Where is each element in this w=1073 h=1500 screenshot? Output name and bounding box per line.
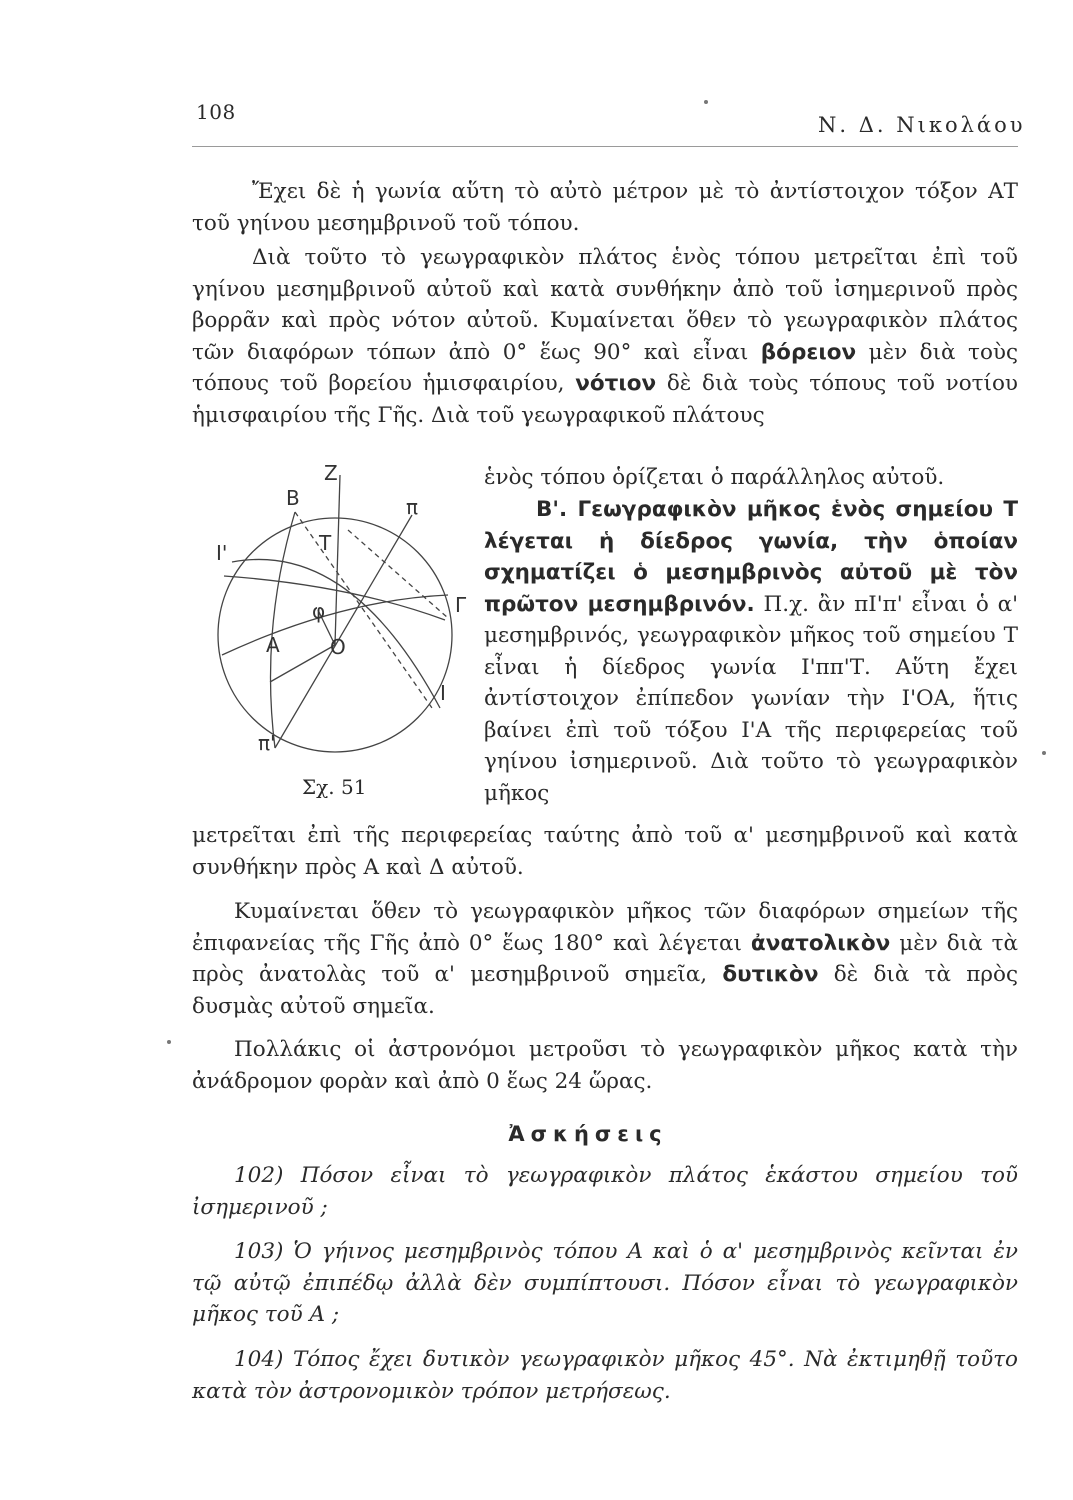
paragraph-2-text-b: μὲν διὰ τοὺς τόπους τοῦ βορείου ἡμισφαιρίου,: [192, 339, 1019, 396]
label-a: A: [266, 633, 280, 657]
paragraph-1: [192, 176, 1018, 239]
label-z: Z: [324, 461, 338, 485]
paragraph-3-full-text: μετρεῖται ἐπὶ τῆς περιφερείας ταύτης ἀπὸ τοῦ α' μεσημβρινοῦ καὶ κατὰ συνθήκην πρὸς Α καὶ Δ αὐτοῦ.: [192, 823, 1018, 880]
ink-speck: [704, 100, 708, 104]
paragraph-2-text-d: ἑνὸς τόπου ὁρίζεται ὁ παράλληλος αὐτοῦ.: [484, 465, 945, 490]
paragraph-2-text-a: Διὰ τοῦτο τὸ γεωγραφικὸν πλάτος ἑνὸς τόπου μετρεῖται ἐπὶ τοῦ γηίνου μεσημβρινοῦ αὐτοῦ καὶ κατὰ συνθήκην ἀπὸ τοῦ ἰσημερινοῦ πρὸς βορρᾶν καὶ πρὸς νότον αὐτοῦ. Κυμαίνεται ὅθεν τὸ γεωγραφικὸν πλάτος τῶν διαφόρων τόπων ἀπὸ 0° ἕως 90° καὶ εἶναι: [192, 245, 1018, 365]
label-phi: φ: [312, 599, 326, 623]
paragraph-4-text-b: μὲν διὰ τὰ πρὸς ἀνατολὰς τοῦ α' μεσημβρινοῦ σημεῖα,: [192, 930, 1019, 987]
paragraph-3: [484, 494, 1018, 809]
axis-z: [335, 475, 340, 645]
exercise-104-text: 104) Τόπος ἔχει δυτικὸν γεωγραφικὸν μῆκος 45°. Νὰ ἐκτιμηθῇ τοῦτο κατὰ τὸν ἀστρονομικὸν τρόπον μετρήσεως.: [192, 1347, 1018, 1404]
exercise-103: [192, 1236, 1018, 1331]
exercises-heading: Ἀσκήσεις: [508, 1122, 668, 1146]
ink-speck: [1042, 751, 1046, 755]
definition-longitude: Β'. Γεωγραφικὸν μῆκος ἑνὸς σημείου Τ λέγεται ἡ δίεδρος γωνία, τὴν ὁποίαν σχηματίζει ὁ μεσημβρινὸς αὐτοῦ μὲ τὸν πρῶτον μεσημβρινόν.: [484, 497, 1018, 617]
running-head-author: Ν. Δ. Νικολάου: [818, 113, 1026, 137]
exercise-102-text: 102) Πόσον εἶναι τὸ γεωγραφικὸν πλάτος ἑκάστου σημείου τοῦ ἰσημερινοῦ ;: [192, 1163, 1018, 1220]
label-o: O: [330, 635, 346, 659]
label-pi-prime: π': [258, 731, 276, 755]
term-dytikon: δυτικὸν: [722, 962, 819, 987]
term-notion: νότιον: [575, 371, 657, 396]
label-pi: π: [406, 495, 419, 519]
term-anatolikon: ἀνατολικὸν: [750, 930, 891, 956]
exercise-104: [192, 1344, 1018, 1407]
term-boreion: βόρειον: [760, 339, 857, 365]
label-i: I: [440, 681, 446, 705]
figure-caption: Σχ. 51: [302, 775, 367, 799]
paragraph-4-text-c: δὲ διὰ τὰ πρὸς δυσμὰς αὐτοῦ σημεῖα.: [192, 962, 1018, 1019]
paragraph-3-text: Π.χ. ἂν πΙ'π' εἶναι ὁ α' μεσημβρινός, γεωγραφικὸν μῆκος τοῦ σημείου Τ εἶναι ἡ δίεδρος γωνία Ι'ππ'Τ. Αὕτη ἔχει ἀντίστοιχον ἐπίπεδον γωνίαν τὴν Ι'ΟΑ, ἥτις βαίνει ἐπὶ τοῦ τόξου Ι'Α τῆς περιφερείας τοῦ γηίνου ἰσημερινοῦ. Διὰ τοῦτο τὸ γεωγραφικὸν μῆκος: [484, 591, 1018, 806]
paragraph-2-end: [484, 462, 1018, 494]
paragraph-2: [192, 242, 1018, 431]
paragraph-4: [192, 896, 1018, 1022]
label-i-prime: Ι': [216, 541, 228, 565]
sphere-diagram: [200, 450, 500, 810]
paragraph-2-text-c: δὲ διὰ τοὺς τόπους τοῦ νοτίου ἡμισφαιρίου τῆς Γῆς. Διὰ τοῦ γεωγραφικοῦ πλάτους: [192, 371, 1018, 428]
label-t: T: [319, 531, 332, 555]
meridian-line: [275, 515, 412, 748]
paragraph-5: [192, 1034, 1018, 1097]
header-rule: [192, 146, 1018, 147]
paragraph-1-text: Ἔχει δὲ ἡ γωνία αὕτη τὸ αὐτὸ μέτρον μὲ τὸ ἀντίστοιχον τόξον ΑΤ τοῦ γηίνου μεσημβρινοῦ τοῦ τόπου.: [192, 179, 1018, 236]
paragraph-5-text: Πολλάκις οἱ ἀστρονόμοι μετροῦσι τὸ γεωγραφικὸν μῆκος κατὰ τὴν ἀνάδρομον φορὰν καὶ ἀπὸ 0 ἕως 24 ὥρας.: [192, 1037, 1018, 1094]
page-number: 108: [196, 100, 236, 124]
figure-51: [200, 450, 500, 810]
exercise-102: [192, 1160, 1018, 1223]
label-b: B: [286, 486, 300, 510]
paragraph-4-text-a: Κυμαίνεται ὅθεν τὸ γεωγραφικὸν μῆκος τῶν διαφόρων σημείων τῆς ἐπιφανείας τῆς Γῆς ἀπὸ 0° ἕως 180° καὶ λέγεται: [192, 899, 1018, 956]
meridian-arc-1: [232, 559, 440, 708]
label-gamma: Γ: [455, 593, 467, 617]
ink-speck: [167, 1040, 171, 1044]
exercise-103-text: 103) Ὁ γήινος μεσημβρινὸς τόπου Α καὶ ὁ α' μεσημβρινὸς κεῖνται ἐν τῷ αὐτῷ ἐπιπέδῳ ἀλλὰ δὲν συμπίπτουσι. Πόσον εἶναι τὸ γεωγραφικὸν μῆκος τοῦ Α ;: [192, 1239, 1018, 1327]
paragraph-3-continued: [192, 820, 1018, 883]
